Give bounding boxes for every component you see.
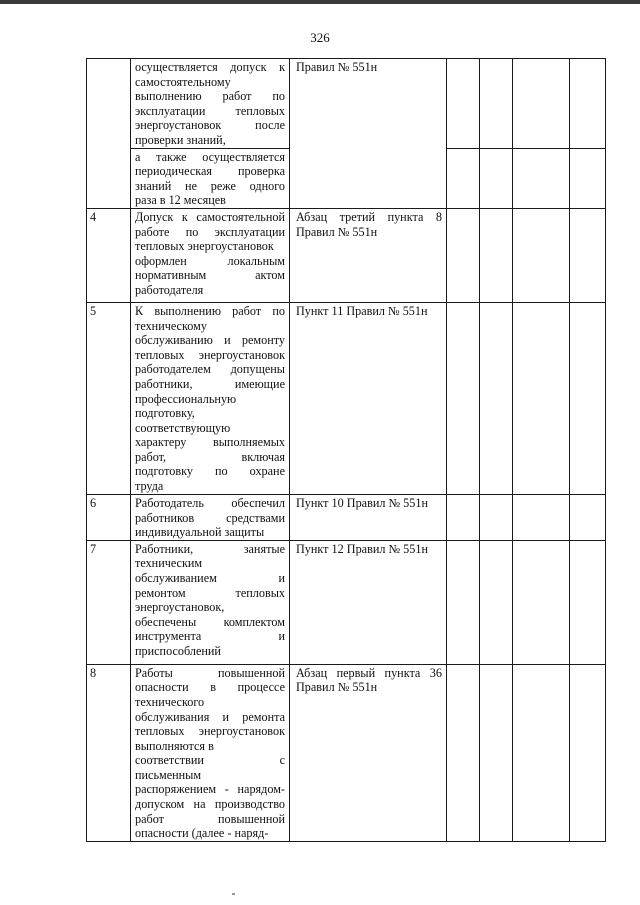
legal-reference-cell: [290, 208, 447, 302]
text-line: знаний не реже одного: [135, 178, 285, 193]
text-line: Допуск к самостоятельной: [135, 209, 285, 224]
text-line: работодателя: [135, 282, 204, 297]
answer-cell: [447, 208, 480, 302]
checklist-table: [86, 58, 606, 842]
text-line: Работы повышенной: [135, 665, 285, 680]
answer-cell: [447, 59, 480, 149]
row-number: 6: [90, 495, 97, 510]
text-line: тепловых энергоустановок: [135, 724, 285, 739]
legal-reference-cell: [290, 540, 447, 664]
text-line: Абзац третий пункта 8: [296, 209, 442, 224]
answer-cell: [570, 148, 606, 208]
text-line: работодателем допущены: [135, 362, 285, 377]
text-line: работ, включая: [135, 449, 285, 464]
text-line: инструмента и: [135, 629, 285, 644]
text-line: выполняются в: [135, 738, 214, 753]
text-line: самостоятельному: [135, 74, 231, 89]
table-row: [87, 494, 606, 540]
answer-cell: [480, 540, 513, 664]
answer-cell: [447, 302, 480, 494]
row-number-cell: [87, 664, 131, 841]
text-line: обслуживания и ремонта: [135, 709, 285, 724]
text-line: эксплуатации тепловых: [135, 103, 285, 118]
text-line: энергоустановок после: [135, 118, 285, 133]
answer-cell: [480, 494, 513, 540]
answer-cell: [570, 59, 606, 149]
legal-reference-cell: [290, 664, 447, 841]
text-line: распоряжением - нарядом-: [135, 782, 285, 797]
row-number-cell: [87, 208, 131, 302]
answer-cell: [480, 664, 513, 841]
text-line: подготовку,: [135, 406, 195, 421]
requirement-cell: [131, 302, 290, 494]
text-line: допуском на производство: [135, 797, 285, 812]
scan-speck: [232, 893, 235, 895]
row-number-cell: [87, 59, 131, 209]
answer-cell: [447, 664, 480, 841]
text-line: письменным: [135, 767, 202, 782]
text-line: раза в 12 месяцев: [135, 193, 226, 208]
text-line: работ повышенной: [135, 811, 285, 826]
text-line: выполнению работ по: [135, 89, 285, 104]
legal-reference-cell: [290, 494, 447, 540]
text-line: Работодатель обеспечил: [135, 495, 285, 510]
text-line: а также осуществляется: [135, 149, 285, 164]
table-row: [87, 59, 606, 149]
answer-cell: [570, 664, 606, 841]
text-line: ремонтом тепловых: [135, 585, 285, 600]
answer-cell: [513, 302, 570, 494]
text-line: периодическая проверка: [135, 164, 285, 179]
text-line: характеру выполняемых: [135, 435, 285, 450]
answer-cell: [480, 208, 513, 302]
text-line: Правил № 551н: [296, 60, 378, 74]
text-line: соответствующую: [135, 420, 231, 435]
requirement-cell: [131, 208, 290, 302]
answer-cell: [513, 148, 570, 208]
answer-cell: [513, 208, 570, 302]
text-line: обеспечены комплектом: [135, 614, 285, 629]
text-line: работе по эксплуатации: [135, 224, 285, 239]
answer-cell: [447, 494, 480, 540]
text-line: проверки знаний,: [135, 132, 226, 147]
text-line: Пункт 11 Правил № 551н: [296, 303, 428, 318]
requirement-cell: [131, 540, 290, 664]
text-line: Работники, занятые: [135, 541, 285, 556]
row-number-cell: [87, 540, 131, 664]
text-line: подготовку по охране: [135, 464, 285, 479]
text-line: Абзац первый пункта 36: [296, 665, 442, 680]
answer-cell: [480, 302, 513, 494]
text-line: приспособлений: [135, 643, 221, 658]
row-number-cell: [87, 302, 131, 494]
answer-cell: [570, 540, 606, 664]
text-line: техническим: [135, 556, 203, 571]
text-line: труда: [135, 479, 164, 494]
text-line: технического: [135, 694, 205, 709]
text-line: обслуживанием и: [135, 570, 285, 585]
text-line: обслуживанию и ремонту: [135, 333, 285, 348]
answer-cell: [513, 494, 570, 540]
text-line: индивидуальной защиты: [135, 525, 265, 540]
table-row: [87, 540, 606, 664]
row-number: 7: [90, 541, 97, 556]
legal-reference-cell: [290, 302, 447, 494]
text-line: опасности (далее - наряд-: [135, 826, 269, 841]
table-row: [87, 664, 606, 841]
row-number: 8: [90, 665, 97, 680]
answer-cell: [447, 148, 480, 208]
legal-reference-cell: [290, 59, 447, 209]
text-line: Пункт 12 Правил № 551н: [296, 541, 428, 556]
answer-cell: [513, 59, 570, 149]
text-line: опасности в процессе: [135, 680, 285, 695]
row-number: 4: [90, 209, 97, 224]
text-line: тепловых энергоустановок: [135, 347, 285, 362]
answer-cell: [513, 664, 570, 841]
requirement-cell: [131, 59, 290, 149]
answer-cell: [480, 59, 513, 149]
row-number-cell: [87, 494, 131, 540]
text-line: Правил № 551н: [296, 224, 378, 239]
text-line: Пункт 10 Правил № 551н: [296, 495, 428, 510]
requirement-cell: [131, 148, 290, 208]
text-line: оформлен локальным: [135, 253, 285, 268]
answer-cell: [447, 540, 480, 664]
text-line: К выполнению работ по: [135, 303, 285, 318]
text-line: работников средствами: [135, 510, 285, 525]
text-line: соответствии с: [135, 753, 285, 768]
row-number: 5: [90, 303, 97, 318]
answer-cell: [570, 494, 606, 540]
top-border-line: [0, 0, 640, 4]
page-number: 326: [310, 30, 330, 45]
answer-cell: [480, 148, 513, 208]
answer-cell: [570, 302, 606, 494]
table-row: [87, 302, 606, 494]
table-row: [87, 208, 606, 302]
requirement-cell: [131, 494, 290, 540]
text-line: тепловых энергоустановок: [135, 239, 274, 254]
text-line: техническому: [135, 318, 207, 333]
requirement-cell: [131, 664, 290, 841]
text-line: энергоустановок,: [135, 600, 225, 615]
answer-cell: [513, 540, 570, 664]
text-line: осуществляется допуск к: [135, 60, 285, 74]
answer-cell: [570, 208, 606, 302]
text-line: нормативным актом: [135, 268, 285, 283]
text-line: работники, имеющие: [135, 376, 285, 391]
text-line: Правил № 551н: [296, 680, 378, 695]
text-line: профессиональную: [135, 391, 237, 406]
